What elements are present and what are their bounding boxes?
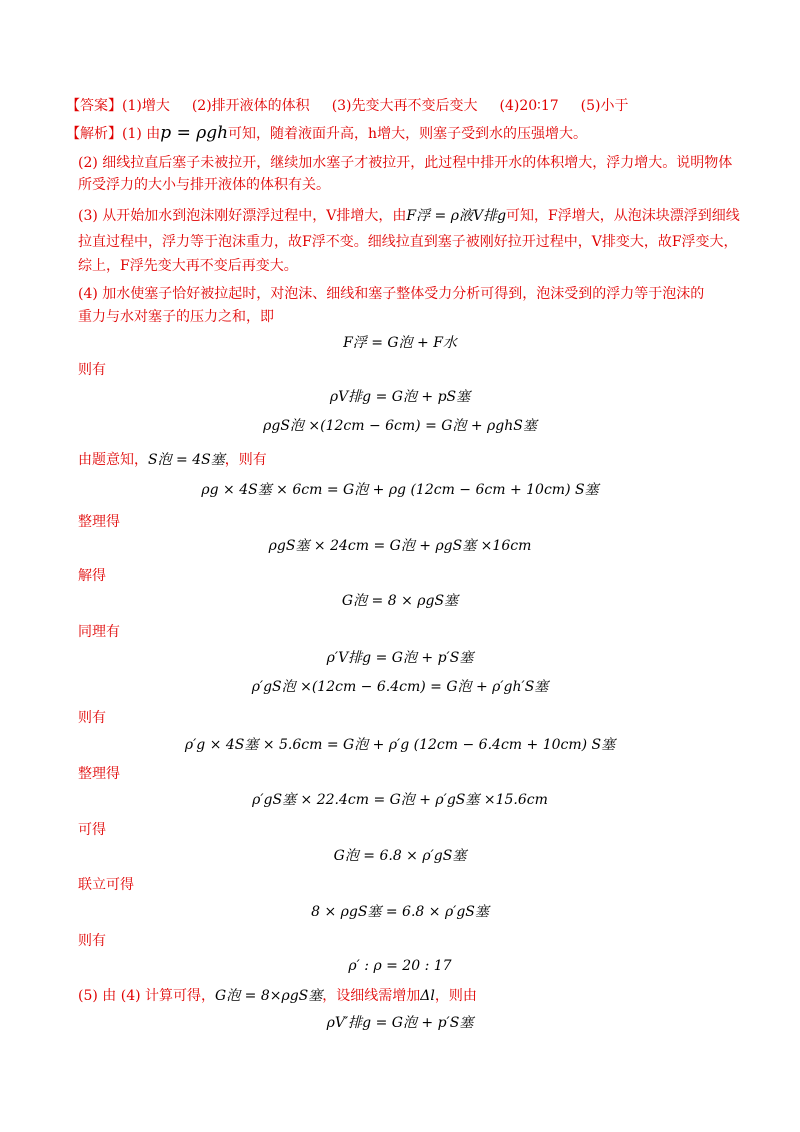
analysis-p1-post: 可知，随着液面升高，h增大，则塞子受到水的压强增大。 <box>228 126 588 142</box>
analysis-p1-pre: (1) 由 <box>122 126 161 142</box>
label-then-1: 则有 <box>78 362 106 378</box>
label-similarly: 同理有 <box>78 624 120 640</box>
p5-formula: G泡 = 8×ρgS塞 <box>215 988 323 1004</box>
equation-10: ρ′gS塞 × 22.4cm = G泡 + ρ′gS塞 ×15.6cm <box>252 792 548 808</box>
analysis-p2: (2) 细线拉直后塞子未被拉开，继续加水塞子才被拉开，此过程中排开水的体积增大，浮力增大。说明物体所受浮力的大小与排开液体的体积有关。 <box>78 155 733 193</box>
analysis-p4-a: (4) 加水使塞子恰好被拉起时，对泡沫、细线和塞子整体受力分析可得到，泡沫受到的浮力等于泡沫的 <box>78 286 705 302</box>
equation-13: ρ′ : ρ = 20 : 17 <box>348 958 452 974</box>
analysis-p3-a: (3) 从开始加水到泡沫刚好漂浮过程中，V排增大，由 <box>78 208 407 224</box>
pressure-formula: p = ρgh <box>160 123 229 143</box>
p5-pre: (5) 由 (4) 计算可得， <box>78 988 216 1004</box>
delta-l: Δl <box>420 988 435 1004</box>
equation-14: ρV′排g = G泡 + p′S塞 <box>326 1015 474 1031</box>
equation-2: ρV排g = G泡 + pS塞 <box>329 389 471 405</box>
equation-7: ρ′V排g = G泡 + p′S塞 <box>326 650 474 666</box>
equation-11: G泡 = 6.8 × ρ′gS塞 <box>333 848 467 864</box>
answer-tag: 【答案】 <box>66 98 122 114</box>
area-relation: S泡 = 4S塞 <box>148 452 225 468</box>
analysis-p4-b: 重力与水对塞子的压力之和，即 <box>78 309 274 325</box>
label-then-3: 则有 <box>78 933 106 949</box>
analysis-p3-line1 <box>78 206 740 226</box>
analysis-p3-b: 可知，F浮增大，从泡沫块漂浮到细线 <box>506 208 740 224</box>
p5-mid: ，设细线需增加 <box>322 988 421 1004</box>
equation-5: ρgS塞 × 24cm = G泡 + ρgS塞 ×16cm <box>268 538 532 554</box>
equation-12: 8 × ρgS塞 = 6.8 × ρ′gS塞 <box>311 904 489 920</box>
answer-item-1: (1)增大 <box>122 98 170 114</box>
equation-9: ρ′g × 4S塞 × 5.6cm = G泡 + ρ′g (12cm − 6.4cm + 10cm) S塞 <box>184 737 616 753</box>
buoyancy-formula: F浮 = ρ液V排g <box>406 208 507 224</box>
answer-item-3: (3)先变大再不变后变大 <box>331 98 478 114</box>
label-arrange-2: 整理得 <box>78 766 120 782</box>
answer-item-2: (2)排开液体的体积 <box>191 98 310 114</box>
label-combine: 联立可得 <box>78 877 134 893</box>
equation-6: G泡 = 8 × ρgS塞 <box>341 593 459 609</box>
p5-post: ，则由 <box>434 988 477 1004</box>
from-question-text: 由题意知， <box>78 452 148 468</box>
analysis-p3-c: 拉直过程中，浮力等于泡沫重力，故F浮不变。细线拉直到塞子被刚好拉开过程中，V排变大，故F浮变大， <box>78 234 738 250</box>
label-solve: 解得 <box>78 568 106 584</box>
answer-line <box>66 96 628 116</box>
from-question-post: ，则有 <box>224 452 267 468</box>
label-obtain: 可得 <box>78 822 106 838</box>
answer-item-5: (5)小于 <box>580 98 629 114</box>
equation-4: ρg × 4S塞 × 6cm = G泡 + ρg (12cm − 6cm + 10cm) S塞 <box>201 482 599 498</box>
analysis-p3-d: 综上，F浮先变大再不变后再变大。 <box>78 258 298 274</box>
label-then-2: 则有 <box>78 710 106 726</box>
equation-1: F浮 = G泡 + F水 <box>343 335 457 351</box>
analysis-p5 <box>78 986 477 1006</box>
label-arrange-1: 整理得 <box>78 514 120 530</box>
analysis-tag: 【解析】 <box>66 126 122 142</box>
equation-3: ρgS泡 ×(12cm − 6cm) = G泡 + ρghS塞 <box>263 418 537 434</box>
equation-8: ρ′gS泡 ×(12cm − 6.4cm) = G泡 + ρ′gh′S塞 <box>251 679 549 695</box>
answer-item-4: (4)20∶17 <box>499 98 559 114</box>
label-from-question <box>78 450 267 470</box>
analysis-p1 <box>66 123 587 144</box>
